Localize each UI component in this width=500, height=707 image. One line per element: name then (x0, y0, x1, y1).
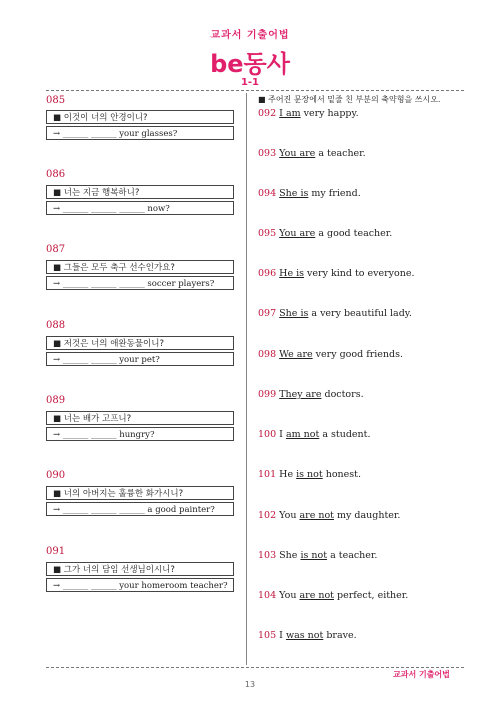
question-number: 085 (46, 95, 66, 106)
answer-line[interactable]: → ______ ______ your glasses? (46, 126, 234, 140)
question-number: 091 (46, 546, 66, 557)
bottom-divider (46, 667, 464, 668)
underlined-phrase: We are (279, 349, 313, 360)
contraction-item (258, 630, 357, 641)
answer-line[interactable]: → ______ ______ hungry? (46, 427, 234, 441)
contraction-item (258, 148, 366, 159)
item-number: 098 (258, 349, 277, 360)
page-title: be동사 (210, 50, 290, 78)
contraction-item (258, 550, 377, 561)
question-number: 086 (46, 169, 66, 180)
item-text: a good teacher. (315, 228, 393, 239)
column-divider (246, 93, 247, 665)
item-number: 104 (258, 590, 277, 601)
contraction-item (258, 308, 412, 319)
question-number: 090 (46, 470, 66, 481)
underlined-phrase: are not (299, 590, 334, 601)
korean-prompt: ■ 너는 배가 고프니? (46, 411, 234, 425)
item-text: very happy. (300, 108, 359, 119)
item-text: a very beautiful lady. (308, 308, 412, 319)
item-text: a teacher. (327, 550, 378, 561)
page-number: 13 (244, 680, 256, 689)
item-text: He (279, 469, 297, 480)
item-number: 100 (258, 429, 277, 440)
item-number: 092 (258, 108, 277, 119)
top-divider (46, 90, 464, 91)
answer-line[interactable]: → ______ ______ your pet? (46, 352, 234, 366)
answer-line[interactable]: → ______ ______ ______ soccer players? (46, 276, 234, 290)
contraction-item (258, 389, 364, 400)
item-number: 096 (258, 268, 277, 279)
item-text: I (279, 429, 286, 440)
item-text: very kind to everyone. (304, 268, 415, 279)
contraction-item (258, 268, 415, 279)
item-number: 099 (258, 389, 277, 400)
item-text: my friend. (308, 188, 361, 199)
underlined-phrase: I am (279, 108, 301, 119)
item-number: 097 (258, 308, 277, 319)
contraction-item (258, 108, 359, 119)
korean-prompt: ■ 너의 아버지는 훌륭한 화가시니? (46, 486, 234, 500)
contraction-item (258, 429, 371, 440)
item-text: honest. (322, 469, 362, 480)
item-number: 105 (258, 630, 277, 641)
item-number: 102 (258, 510, 277, 521)
korean-prompt: ■ 너는 지금 행복하니? (46, 185, 234, 199)
underlined-phrase: are not (299, 510, 334, 521)
contraction-item (258, 188, 361, 199)
item-text: a teacher. (315, 148, 366, 159)
underlined-phrase: You are (279, 228, 316, 239)
item-text: doctors. (321, 389, 364, 400)
contraction-item (258, 228, 392, 239)
question-number: 087 (46, 244, 66, 255)
answer-line[interactable]: → ______ ______ your homeroom teacher? (46, 578, 234, 592)
item-text: She (279, 550, 301, 561)
underlined-phrase: She is (279, 308, 309, 319)
contraction-item (258, 469, 361, 480)
korean-prompt: ■ 그들은 모두 축구 선수인가요? (46, 260, 234, 274)
item-text: You (279, 590, 300, 601)
underlined-phrase: She is (279, 188, 309, 199)
item-text: I (279, 630, 286, 641)
footer-brand: 교과서 기출어법 (393, 670, 450, 679)
item-number: 103 (258, 550, 277, 561)
section-label: 1-1 (240, 77, 260, 88)
underlined-phrase: You are (279, 148, 316, 159)
contraction-item (258, 510, 400, 521)
series-title: 교과서 기출어법 (210, 30, 290, 41)
korean-prompt: ■ 이것이 너의 안경이니? (46, 110, 234, 124)
item-text: You (279, 510, 300, 521)
question-number: 088 (46, 320, 66, 331)
item-number: 095 (258, 228, 277, 239)
korean-prompt: ■ 저것은 너의 애완동물이니? (46, 336, 234, 350)
contraction-item (258, 590, 408, 601)
question-number: 089 (46, 395, 66, 406)
item-number: 101 (258, 469, 277, 480)
item-text: perfect, either. (334, 590, 409, 601)
item-text: my daughter. (334, 510, 401, 521)
underlined-phrase: is not (300, 550, 328, 561)
underlined-phrase: am not (285, 429, 320, 440)
underlined-phrase: He is (279, 268, 305, 279)
contraction-item (258, 349, 403, 360)
answer-line[interactable]: → ______ ______ ______ a good painter? (46, 502, 234, 516)
answer-line[interactable]: → ______ ______ ______ now? (46, 201, 234, 215)
instruction: ■ 주어진 문장에서 밑줄 친 부분의 축약형을 쓰시오. (258, 95, 441, 104)
item-text: a student. (319, 429, 371, 440)
item-number: 094 (258, 188, 277, 199)
korean-prompt: ■ 그가 너의 담임 선생님이시니? (46, 562, 234, 576)
item-text: brave. (323, 630, 357, 641)
item-text: very good friends. (312, 349, 404, 360)
item-number: 093 (258, 148, 277, 159)
underlined-phrase: They are (279, 389, 322, 400)
underlined-phrase: was not (285, 630, 324, 641)
underlined-phrase: is not (296, 469, 323, 480)
